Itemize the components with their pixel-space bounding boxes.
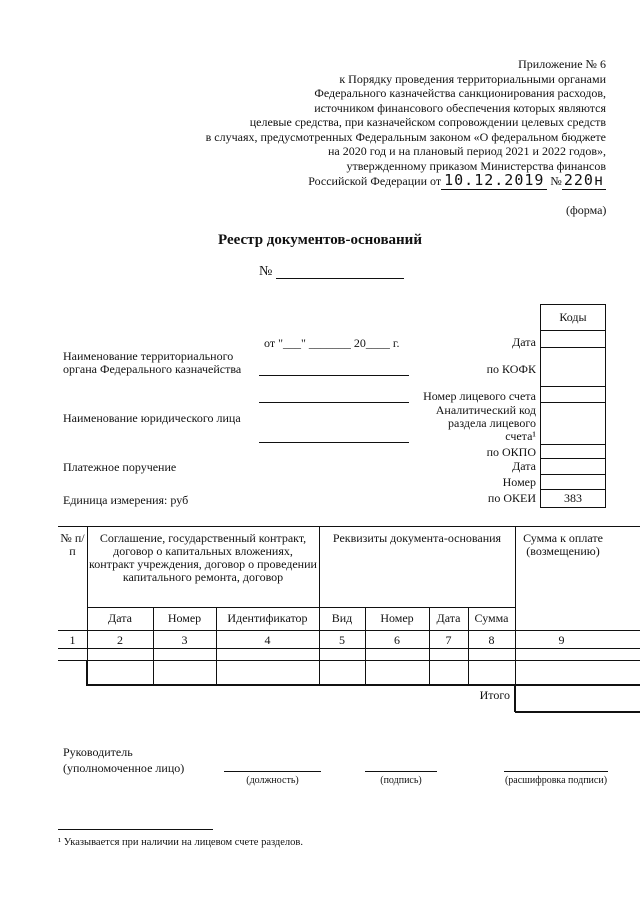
appendix-line: утвержденному приказом Министерства финансов [346,158,606,173]
col-number: 3 [181,633,188,647]
th-sub-number: Номер [167,611,202,625]
label-kofk: по КОФК [486,362,536,376]
codes-divider [540,402,606,403]
footnote-divider [58,829,213,830]
order-date: 10.12.2019 [441,171,547,190]
th-sub-identifier: Идентификатор [227,611,308,625]
th-agreement: Соглашение, государственный контракт, договор о капитальных вложениях, контракт учреждения, договор о проведении капитального ремонта, договор [89,531,317,584]
label-account: Номер лицевого счета [423,389,536,403]
codes-divider [540,458,606,459]
order-no: 220н [563,171,604,189]
okei-code: 383 [564,491,582,505]
signature-head-sub: (уполномоченное лицо) [63,761,185,775]
position-caption: (должность) [246,775,299,786]
th-number: № п/п [60,531,85,558]
label-okei: по ОКЕИ [487,491,536,505]
col-border [319,526,320,686]
label-po-number: Номер [502,475,536,489]
footnote: ¹ Указывается при наличии на лицевом счете разделов. [58,837,304,848]
codes-divider [540,386,606,387]
codes-divider [540,444,606,445]
label-analytic-code: Аналитический код раздела лицевого счета¹ [435,403,536,443]
col-number: 9 [558,633,565,647]
th-sum: Сумма к оплате (возмещению) [523,531,603,558]
sign-caption: (подпись) [380,775,422,786]
appendix-last-line [166,173,606,189]
col-number: 6 [394,633,400,647]
appendix-line: на 2020 год и на плановый период 2021 и 2022 годов», [327,144,606,158]
table-border [58,630,640,631]
appendix-line: целевые средства, при казначейском сопровождении целевых средств [249,115,606,129]
th-sub-amount: Сумма [474,611,509,625]
sign-line [365,771,437,772]
col-number: 7 [445,633,452,647]
registry-number-label: № [259,264,273,279]
label-payment-order: Платежное поручение [63,460,177,474]
codes-column [540,304,606,508]
page-title: Реестр документов-оснований [218,232,422,248]
form-label: (форма) [566,203,607,217]
table-border [87,607,515,608]
decode-caption: (расшифровка подписи) [504,775,608,786]
codes-divider [540,474,606,475]
th-sub-date: Дата [108,611,132,625]
registry-number-line [276,278,404,279]
codes-divider [540,330,606,331]
label-legal-name: Наименование юридического лица [63,411,241,425]
col-number: 8 [488,633,495,647]
org-name-line [259,375,409,376]
table-border [87,684,640,686]
codes-divider [540,347,606,348]
table-border [58,648,640,649]
label-po-date: Дата [512,459,536,473]
account-line [259,402,409,403]
appendix-line: Приложение № 6 [518,57,606,71]
col-border [514,684,516,712]
appendix-prefix: Российской Федерации от [308,174,442,188]
col-number: 1 [69,633,76,647]
label-unit: Единица измерения: руб [63,493,189,507]
total-label: Итого [479,688,510,702]
col-number: 5 [339,633,345,647]
label-org-name: Наименование территориального органа Федерального казначейства [63,349,242,376]
col-number: 4 [264,633,271,647]
th-sub-doc-date: Дата [436,611,461,625]
appendix-block [166,57,606,189]
signature-head: Руководитель [63,745,133,759]
order-no-label: № [550,174,562,188]
registry-date: от "___" _______ 20____ г. [264,336,400,350]
decode-line [504,771,608,772]
th-sub-kind: Вид [331,611,353,625]
appendix-line: в случаях, предусмотренных Федеральным законом «О федеральном бюджете [205,129,606,144]
appendix-line: к Порядку проведения территориальными органами [339,71,606,86]
legal-name-line [259,442,409,443]
col-border [86,660,88,686]
codes-header: Коды [559,310,587,324]
table-border [58,660,640,661]
th-basis: Реквизиты документа-основания [332,531,502,545]
appendix-line: Федерального казначейства санкционирования расходов, [314,86,606,100]
label-okpo: по ОКПО [486,445,536,459]
position-line [224,771,321,772]
codes-divider [540,489,606,490]
col-number: 2 [117,633,123,647]
th-sub-doc-number: Номер [380,611,414,625]
appendix-line: источником финансового обеспечения которых являются [314,100,606,115]
table-border [58,526,640,527]
table-border [515,711,640,713]
label-date: Дата [512,335,536,349]
